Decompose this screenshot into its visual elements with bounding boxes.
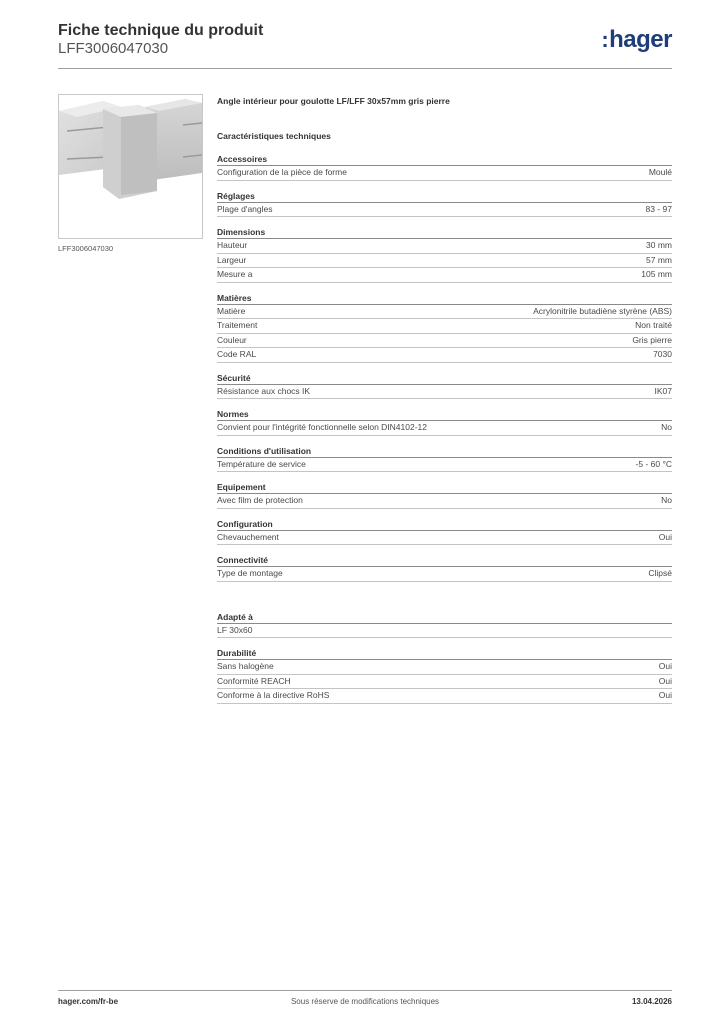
section-title: Réglages	[217, 190, 672, 203]
spec-value: 83 - 97	[645, 203, 672, 214]
spec-row	[217, 689, 672, 704]
spec-row	[217, 254, 672, 269]
logo-text: hager	[609, 26, 672, 53]
spec-label: Configuration de la pièce de forme	[217, 167, 347, 177]
section-title: Durabilité	[217, 647, 672, 660]
spec-label: Résistance aux chocs IK	[217, 385, 311, 396]
spec-row	[217, 385, 672, 400]
spec-value: Oui	[658, 531, 672, 542]
spec-label: LF 30x60	[217, 624, 253, 635]
spec-label: Mesure a	[217, 269, 253, 279]
header-divider	[58, 68, 672, 69]
product-reference: LFF3006047030	[58, 40, 169, 57]
spec-section	[217, 408, 672, 436]
section-title: Conditions d'utilisation	[217, 445, 672, 458]
spec-value: No	[661, 495, 672, 505]
spec-label: Plage d'angles	[217, 203, 273, 214]
spec-section	[217, 554, 672, 582]
spec-label: Sans halogène	[217, 661, 274, 671]
footer-divider	[58, 990, 672, 991]
spec-section	[217, 481, 672, 509]
spec-row	[217, 458, 672, 473]
section-title: Equipement	[217, 481, 672, 494]
spec-value: Non traité	[635, 320, 672, 330]
spec-value: Gris pierre	[632, 334, 672, 345]
spec-value: Acrylonitrile butadiène styrène (ABS)	[533, 305, 672, 316]
spec-value: -5 - 60 °C	[635, 458, 672, 469]
spec-section	[217, 647, 672, 704]
product-image	[58, 94, 203, 239]
section-title: Configuration	[217, 518, 672, 531]
page-footer	[58, 997, 672, 1011]
spec-row	[217, 319, 672, 334]
section-title: Dimensions	[217, 226, 672, 239]
spec-row	[217, 166, 672, 181]
footer-notice: Sous réserve de modifications techniques	[290, 997, 440, 1006]
document-title: Fiche technique du produit	[58, 22, 264, 39]
characteristics-title: Caractéristiques techniques	[217, 131, 331, 141]
spec-section	[217, 611, 672, 639]
spec-row	[217, 624, 672, 639]
product-name: Angle intérieur pour goulotte LF/LFF 30x57mm gris pierre	[217, 96, 450, 106]
footer-date: 13.04.2026	[631, 997, 672, 1006]
section-title: Sécurité	[217, 372, 672, 385]
spec-label: Conformité REACH	[217, 675, 291, 686]
spec-label: Température de service	[217, 458, 306, 469]
spec-section	[217, 518, 672, 546]
page-header	[58, 22, 672, 68]
section-title: Normes	[217, 408, 672, 421]
section-title: Connectivité	[217, 554, 672, 567]
image-caption: LFF3006047030	[58, 244, 114, 253]
spec-value: Moulé	[648, 167, 672, 177]
spec-label: Couleur	[217, 334, 247, 345]
spec-label: Largeur	[217, 254, 247, 265]
spec-value: 30 mm	[646, 240, 672, 250]
spec-label: Avec film de protection	[217, 495, 303, 505]
spec-label: Type de montage	[217, 568, 283, 578]
spec-label: Chevauchement	[217, 531, 279, 542]
spec-row	[217, 531, 672, 546]
spec-row	[217, 268, 672, 283]
section-title: Adapté à	[217, 611, 672, 624]
logo-colon: :	[601, 27, 609, 52]
spec-value: IK07	[654, 385, 672, 396]
spec-row	[217, 421, 672, 436]
section-title: Matières	[217, 292, 672, 305]
spec-section	[217, 153, 672, 181]
spec-value: Oui	[658, 690, 672, 700]
section-gap	[217, 591, 672, 609]
spec-row	[217, 675, 672, 690]
spec-row	[217, 567, 672, 582]
spec-row	[217, 239, 672, 254]
spec-label: Hauteur	[217, 240, 248, 250]
spec-value: Oui	[658, 661, 672, 671]
spec-value: Oui	[658, 675, 672, 686]
spec-label: Traitement	[217, 320, 258, 330]
spec-row	[217, 305, 672, 320]
spec-value: 7030	[653, 349, 672, 359]
spec-label: Convient pour l'intégrité fonctionnelle selon DIN4102-12	[217, 422, 428, 432]
spec-section	[217, 372, 672, 400]
spec-row	[217, 494, 672, 509]
spec-section	[217, 445, 672, 473]
section-title: Accessoires	[217, 153, 672, 166]
spec-sections	[217, 153, 672, 704]
hager-logo[interactable]	[601, 26, 672, 54]
spec-section	[217, 292, 672, 363]
spec-row	[217, 334, 672, 349]
spec-label: Code RAL	[217, 349, 257, 359]
spec-label: Conforme à la directive RoHS	[217, 690, 330, 700]
spec-value: 105 mm	[641, 269, 672, 279]
spec-label: Matière	[217, 305, 246, 316]
spec-row	[217, 348, 672, 363]
footer-website[interactable]: hager.com/fr-be	[58, 997, 119, 1006]
spec-row	[217, 203, 672, 218]
spec-content	[217, 96, 672, 713]
spec-section	[217, 190, 672, 218]
spec-section	[217, 226, 672, 283]
spec-value: Clipsé	[648, 568, 672, 578]
spec-value: 57 mm	[646, 254, 672, 265]
spec-value: No	[661, 422, 672, 432]
spec-row	[217, 660, 672, 675]
corner-duct-illustration	[59, 95, 202, 238]
